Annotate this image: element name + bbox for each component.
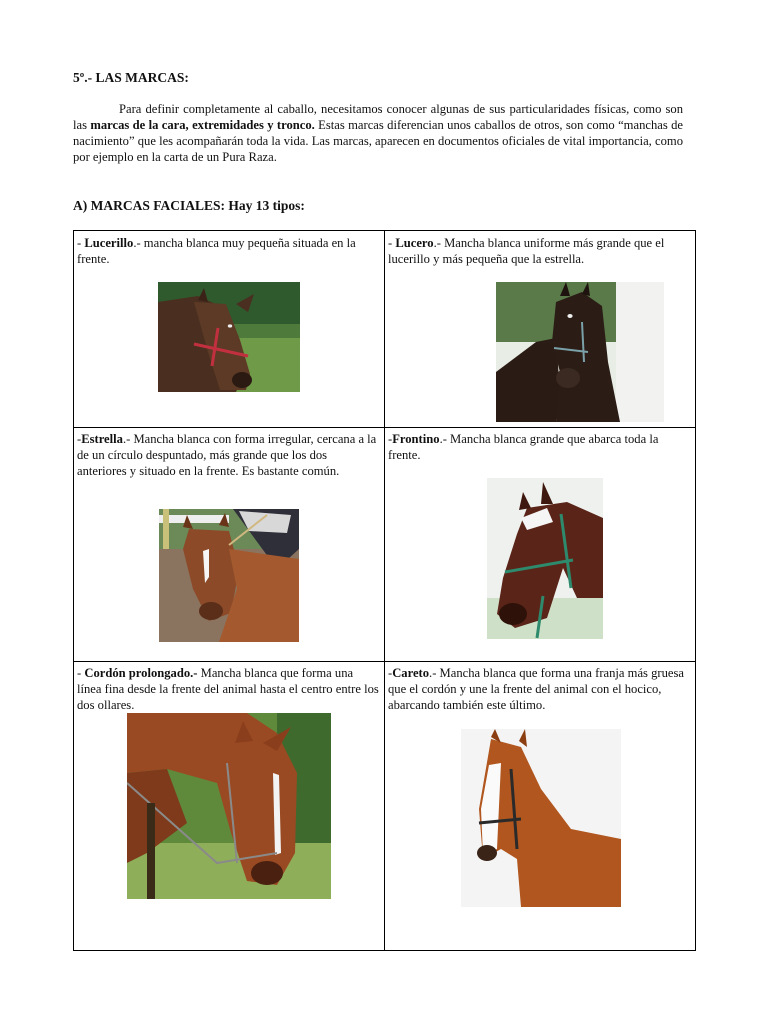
cell-prefix: -	[388, 432, 393, 446]
cell-estrella-text	[77, 431, 379, 479]
horse-photo-lucero	[496, 282, 664, 422]
table-column-divider	[384, 231, 385, 950]
cell-prefix: -	[77, 432, 82, 446]
table-row-divider	[74, 661, 695, 662]
mark-description: .- mancha blanca muy pequeña situada en la frente.	[77, 236, 356, 266]
cell-prefix: -	[77, 236, 85, 250]
cell-prefix: -	[77, 666, 85, 680]
cell-prefix: -	[388, 236, 396, 250]
mark-description: .- Mancha blanca que forma una franja más gruesa que el cordón y une la frente del animal con el hocico, abarcando también este último.	[388, 666, 684, 712]
horse-photo-estrella	[159, 509, 299, 642]
mark-description: .- Mancha blanca uniforme más grande que el lucerillo y más pequeña que la estrella.	[388, 236, 665, 266]
mark-description: Mancha blanca que forma una línea fina desde la frente del animal hasta el centro entre los dos ollares.	[77, 666, 379, 712]
mark-name-lucerillo: Lucerillo	[84, 236, 134, 250]
table-row-divider	[74, 427, 695, 428]
mark-name-lucero: Lucero	[395, 236, 434, 250]
cell-lucerillo-text	[77, 235, 379, 267]
intro-text-2: Estas marcas diferencian unos caballos de otros, son como “manchas de nacimiento” que les acompañarán toda la vida. Las marcas, aparecen en documentos oficiales de vital importancia, como por ejemplo en la carta de un Pura Raza.	[73, 118, 683, 164]
horse-photo-cordon-prolongado	[127, 713, 331, 899]
mark-description: .- Mancha blanca grande que abarca toda la frente.	[388, 432, 659, 462]
cell-frontino-text	[388, 431, 690, 463]
intro-bold-text: marcas de la cara, extremidades y tronco.	[90, 118, 315, 132]
mark-name-estrella: Estrella	[81, 432, 123, 446]
mark-name-frontino: Frontino	[392, 432, 440, 446]
mark-name-careto: Careto	[392, 666, 430, 680]
cell-cordon-prolongado-text	[77, 665, 379, 713]
intro-text-1: Para definir completamente al caballo, necesitamos conocer algunas de sus particularidades físicas, como son las	[73, 102, 683, 132]
mark-description: .- Mancha blanca con forma irregular, cercana a la de un círculo despuntado, más grande que los dos anteriores y situado en la frente. Es bastante común.	[77, 432, 377, 478]
section-heading: 5º.- LAS MARCAS:	[73, 70, 189, 85]
facial-marks-heading: A) MARCAS FACIALES: Hay 13 tipos:	[73, 198, 305, 213]
horse-photo-lucerillo	[158, 282, 300, 392]
facial-marks-table	[73, 230, 696, 951]
cell-careto-text	[388, 665, 690, 713]
horse-photo-careto	[461, 729, 621, 907]
cell-lucero-text	[388, 235, 690, 267]
mark-name-cordon-prolongado: Cordón prolongado.-	[84, 666, 198, 680]
horse-photo-frontino	[487, 478, 603, 639]
cell-prefix: -	[388, 666, 393, 680]
intro-paragraph	[73, 101, 683, 165]
